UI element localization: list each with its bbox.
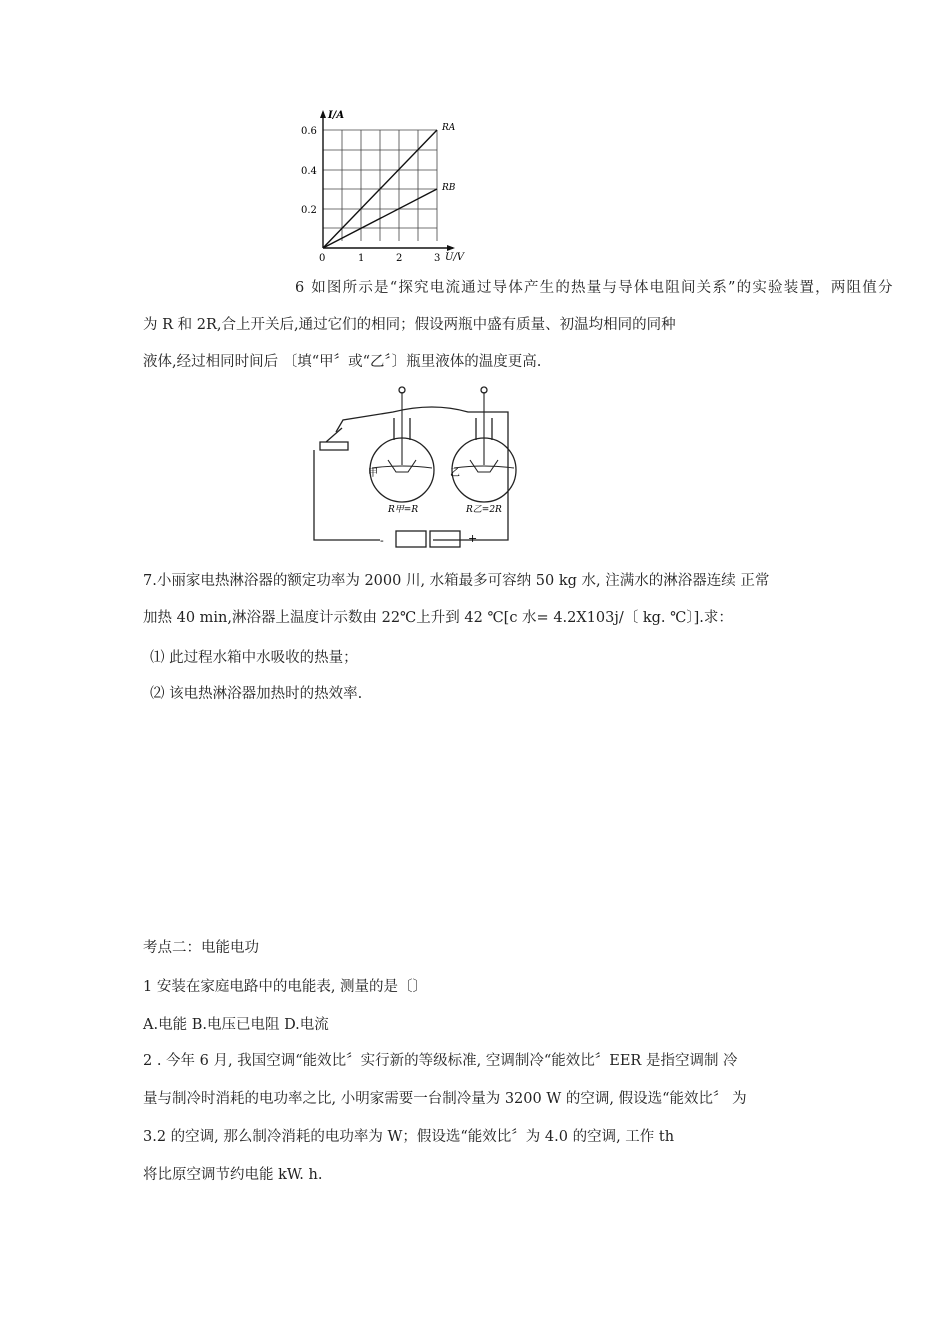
x-tick-label: 2 [396,253,403,264]
battery-minus: - [380,534,384,547]
switch [320,428,348,450]
line-label-ra: RA [442,123,456,133]
s2-q2-line-1: 2 . 今年 6 月, 我国空调“能效比〞实行新的等级标准, 空调制冷“能效比〞EER 是指空调制 冷 [143,1053,738,1069]
x-tick-label: 3 [434,253,441,264]
y-tick-label: 0.2 [301,205,317,216]
q7-line-2: 加热 40 min,淋浴器上温度计示数由 22℃上升到 42 ℃[c 水= 4.2X103j/〔 kg. ℃〕].求： [143,610,733,626]
battery [430,531,460,547]
graph-grid [323,130,437,241]
y-axis-label: I/A [328,110,345,121]
x-tick-label: 1 [358,253,365,264]
x-axis-label: U/V [445,252,465,263]
left-flask-mark: 甲 [368,468,378,479]
q6-line-1: 6 如图所示是“探究电流通过导体产生的热量与导体电阻间关系”的实验装置，两阻值分 [295,280,894,296]
battery-plus: + [468,532,478,545]
q6-line-2: 为 R 和 2R,合上开关后,通过它们的相同；假设两瓶中盛有质量、初温均相同的同种 [143,317,676,333]
s2-q2-line-2: 量与制冷时消耗的电功率之比, 小明家需要一台制冷量为 3200 W 的空调, 假设选“能效比〞 为 [143,1091,747,1107]
q7-sub-1: ⑴ 此过程水箱中水吸收的热量； [150,650,358,666]
left-resistor-label: R甲=R [388,505,419,515]
s2-q1-options: A.电能 B.电压已电阻 D.电流 [143,1017,329,1033]
right-flask-mark: 乙 [450,468,460,479]
right-resistor-label: R乙=2R [466,505,502,515]
section-title: 考点二：电能电功 [143,940,259,956]
q6-line-3: 液体,经过相同时间后 〔填“甲〞或“乙〞〕瓶里液体的温度更高. [143,354,542,370]
y-tick-label: 0.6 [301,126,317,137]
battery [396,531,426,547]
x-axis-arrow [447,245,455,251]
line-label-rb: RB [442,183,456,193]
origin-label: 0 [319,253,326,264]
y-axis-arrow [320,110,326,118]
s2-q1: 1 安装在家庭电路中的电能表, 测量的是〔〕 [143,979,428,995]
s2-q2-line-3: 3.2 的空调, 那么制冷消耗的电功率为 W；假设选“能效比〞为 4.0 的空调, 工作 th [143,1129,675,1145]
q7-sub-2: ⑵ 该电热淋浴器加热时的热效率. [150,686,363,702]
circuit-wire [314,407,508,540]
y-tick-label: 0.4 [301,166,317,177]
q7-line-1: 7.小丽家电热淋浴器的额定功率为 2000 川, 水箱最多可容纳 50 kg 水, 注满水的淋浴器连续 正常 [143,573,770,589]
s2-q2-line-4: 将比原空调节约电能 kW. h. [143,1167,323,1183]
experiment-apparatus [308,380,523,555]
iu-graph [295,108,505,266]
